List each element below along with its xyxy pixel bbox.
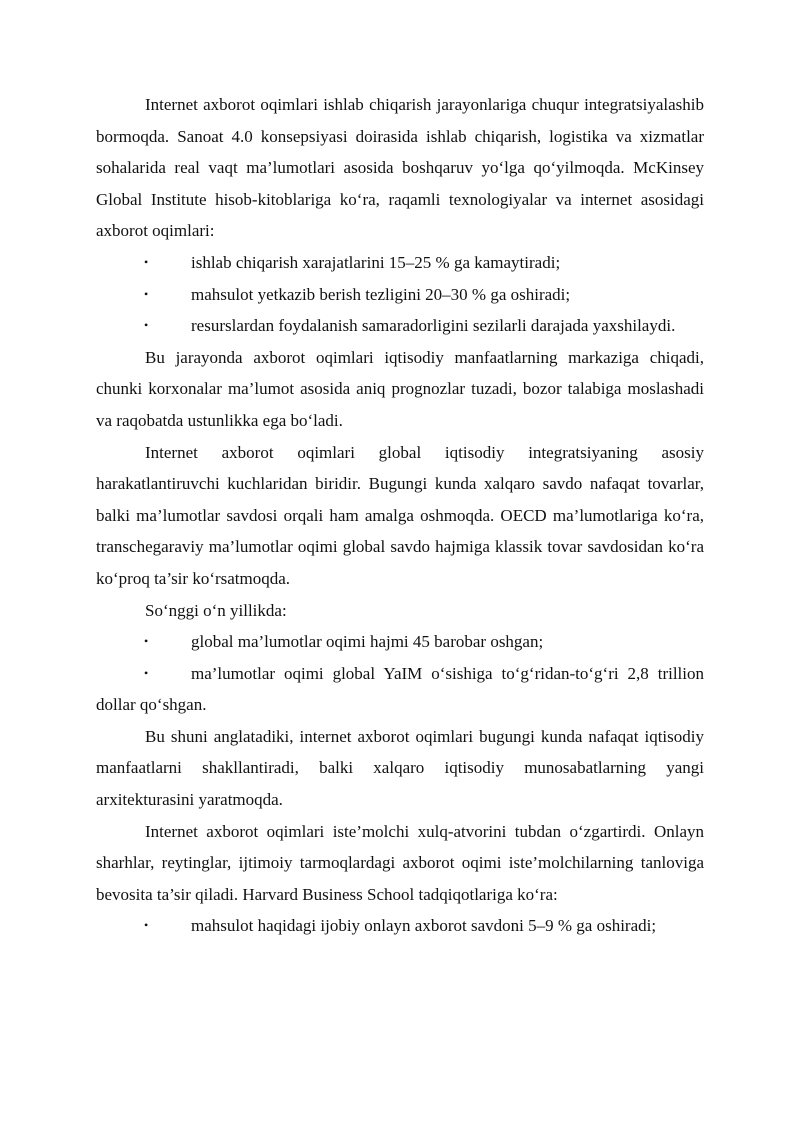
paragraph-global-integration: Internet axborot oqimlari global iqtisodiy integratsiyaning asosiy harakatlantiruvchi kuchlaridan biridir. Bugungi kunda xalqaro savdo nafaqat tovarlar, balki ma’lumotlar savdosi orqali ham amalga oshmoqda. OECD ma’lumotlariga ko‘ra, transchegaraviy ma’lumotlar oqimi global savdo hajmiga klassik tovar savdosidan ko‘ra ko‘proq ta’sir ko‘rsatmoqda. [96,442,704,588]
list-item [96,658,704,721]
list-item [96,310,704,342]
list-item-text: ishlab chiqarish xarajatlarini 15–25 % ga kamaytiradi; [191,252,561,272]
list-item-text: resurslardan foydalanish samaradorligini sezilarli darajada yaxshilaydi. [191,316,676,336]
bullet-marker: • [144,634,149,649]
list-item [96,626,704,658]
bullet-marker: • [144,318,149,333]
paragraph-last-decade: So‘nggi o‘n yillikda: [145,600,287,620]
bullet-marker: • [144,286,149,301]
paragraph-economic-interests: Bu jarayonda axborot oqimlari iqtisodiy manfaatlarning markaziga chiqadi, chunki korxonalar ma’lumot asosida aniq prognozlar tuzadi, bozor talabiga moslashadi va raqobatda ustunlikka ega bo‘ladi. [96,347,704,430]
paragraph-consumer-behavior: Internet axborot oqimlari iste’molchi xulq-atvorini tubdan o‘zgartirdi. Onlayn sharhlar, reytinglar, ijtimoiy tarmoqlardagi axborot oqimi iste’molchilarning tanloviga bevosita ta’sir qiladi. Harvard Business School tadqiqotlariga ko‘ra: [96,821,704,904]
bullet-marker: • [144,254,149,269]
document-page [96,89,704,942]
list-item-text: global ma’lumotlar oqimi hajmi 45 barobar oshgan; [191,632,544,652]
list-item [96,910,704,942]
list-item [96,247,704,279]
paragraph-new-architecture: Bu shuni anglatadiki, internet axborot oqimlari bugungi kunda nafaqat iqtisodiy manfaatlarni shakllantiradi, balki xalqaro iqtisodiy munosabatlarning yangi arxitekturasini yaratmoqda. [96,726,704,810]
list-item-text: mahsulot haqidagi ijobiy onlayn axborot savdoni 5–9 % ga oshiradi; [191,916,657,936]
paragraph-industry-integration: Internet axborot oqimlari ishlab chiqarish jarayonlariga chuqur integratsiyalashib bormoqda. Sanoat 4.0 konsepsiyasi doirasida ishlab chiqarish, logistika va xizmatlar sohalarida real vaqt ma’lumotlari asosida boshqaruv yo‘lga qo‘yilmoqda. McKinsey Global Institute hisob-kitoblariga ko‘ra, raqamli texnologiyalar va internet asosidagi axborot oqimlari: [96,95,704,241]
list-item-text: ma’lumotlar oqimi global YaIM o‘sishiga to‘g‘ridan-to‘g‘ri 2,8 trillion dollar qo‘shgan. [96,663,704,715]
list-item-text: mahsulot yetkazib berish tezligini 20–30 % ga oshiradi; [191,284,571,304]
bullet-marker: • [144,665,149,680]
bullet-marker: • [144,918,149,933]
list-item [96,279,704,311]
